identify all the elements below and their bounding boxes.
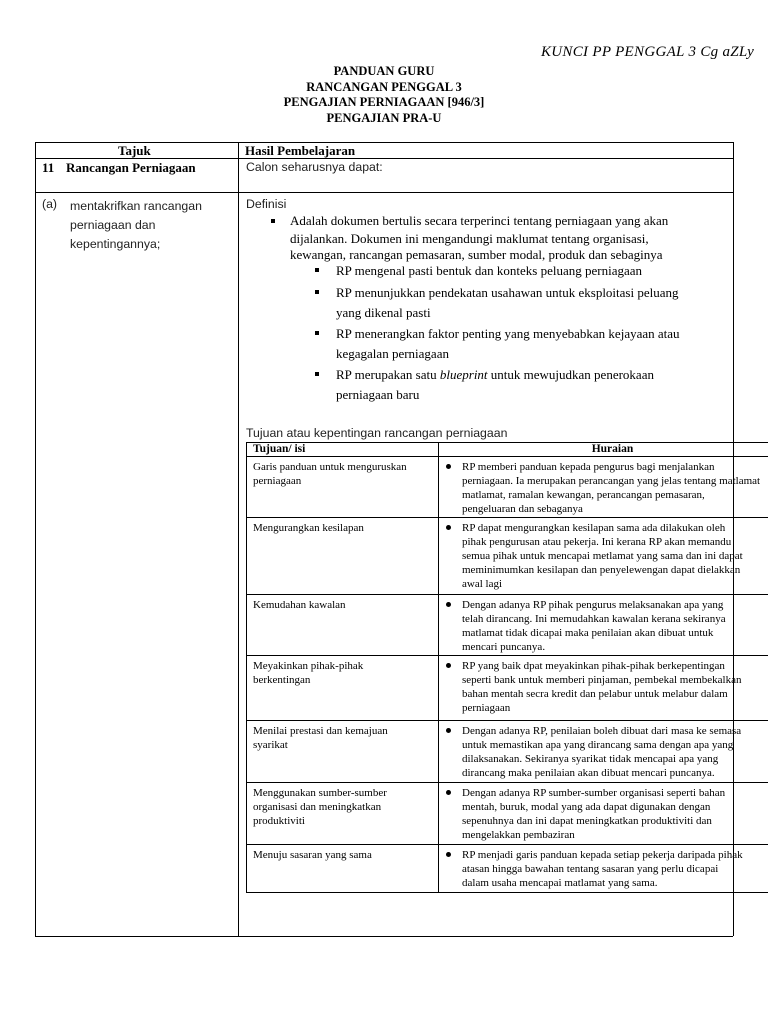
huraian-cell (439, 721, 768, 783)
huraian-cell (439, 457, 768, 518)
tujuan-line: Kemudahan kawalan (253, 599, 346, 611)
tujuan-cell (247, 457, 439, 518)
tujuan-table-header (247, 443, 768, 457)
sub-point-line: RP mengenal pasti bentuk dan konteks peluang perniagaan (336, 263, 643, 278)
tujuan-cell (247, 721, 439, 783)
column-header-hasil: Hasil Pembelajaran (245, 143, 356, 158)
huraian-line: dirancang maka penilaian akan dibuat mencari puncanya. (462, 767, 715, 779)
definisi-heading: Definisi (246, 197, 287, 211)
sub-point-line: RP menunjukkan pendekatan usahawan untuk eksploitasi peluang (336, 285, 679, 300)
table-column-divider (238, 142, 239, 936)
huraian-line: semua pihak untuk mencapai metlamat yang sama dan ini dapat (462, 550, 743, 562)
sub-point-line: yang dikenal pasti (336, 305, 431, 320)
definisi-paragraph (290, 212, 668, 230)
huraian-line: Dengan adanya RP pihak pengurus melaksanakan apa yang (462, 599, 724, 611)
huraian-line: sepenuhnya dan ini dapat meningkatkan produktiviti dan (462, 815, 712, 827)
tujuan-line: Menilai prestasi dan kemajuan (253, 725, 388, 737)
tujuan-line: produktiviti (253, 815, 305, 827)
square-bullet-icon (315, 290, 319, 294)
tujuan-line: perniagaan (253, 475, 302, 487)
tujuan-cell (247, 845, 439, 893)
item-text (70, 197, 202, 254)
tujuan-line: syarikat (253, 739, 288, 751)
tujuan-cell (247, 656, 439, 721)
sub-point-text: untuk mewujudkan penerokaan (487, 367, 654, 382)
huraian-line: pihak pengurusan atau pekerja. Ini kerana RP akan memandu (462, 536, 732, 548)
sub-point-line: RP menerangkan faktor penting yang menyebabkan kejayaan atau (336, 326, 680, 341)
title-line-4: PENGAJIAN PRA-U (326, 110, 442, 125)
huraian-line: Dengan adanya RP, penilaian boleh dibuat dari masa ke semasa (462, 725, 742, 737)
huraian-header: Huraian (439, 443, 768, 457)
tujuan-table (246, 442, 768, 893)
tujuan-cell (247, 518, 439, 595)
huraian-line: matlamat tidak dicapai maka penilaian akan dibuat untuk (462, 627, 714, 639)
table-row (247, 656, 768, 721)
topic-number: 11 (42, 160, 55, 175)
huraian-text (462, 598, 768, 654)
title-line-2: RANCANGAN PENGGAL 3 (306, 79, 462, 94)
topic-intro: Calon seharusnya dapat: (246, 160, 383, 174)
huraian-line: meminimumkan kesilapan dan penyelewengan dapat dielakkan (462, 564, 741, 576)
huraian-cell (439, 595, 768, 656)
table-row (247, 721, 768, 783)
square-bullet-icon (315, 372, 319, 376)
sub-point-2 (336, 283, 679, 323)
definisi-line: kewangan, rancangan pemasaran, sumber modal, produk dan sebaginya (290, 247, 663, 262)
huraian-line: dalam usaha mencapai matlamat yang sama. (462, 877, 658, 889)
title-line-1: PANDUAN GURU (333, 64, 435, 78)
table-row (247, 783, 768, 845)
huraian-cell (439, 845, 768, 893)
tujuan-line: Menuju sasaran yang sama (253, 849, 372, 861)
huraian-line: bahan mentah secra kredit dan pelabur untuk melabur dalam (462, 688, 728, 700)
huraian-line: pengeluaran dan sebaganya (462, 503, 583, 515)
huraian-line: RP dapat mengurangkan kesilapan sama ada dilakukan oleh (462, 522, 726, 534)
sub-point-text: RP merupakan satu (336, 367, 440, 382)
tujuan-cell (247, 783, 439, 845)
table-row (247, 845, 768, 893)
huraian-line: awal lagi (462, 578, 503, 590)
huraian-line: mengelakkan pembaziran (462, 829, 575, 841)
round-bullet-icon (446, 790, 451, 795)
sub-point-1 (336, 261, 642, 281)
huraian-text (462, 460, 768, 516)
huraian-line: seperti bank untuk memberi pinjaman, pembekal membekalkan (462, 674, 742, 686)
table-row-border (35, 192, 733, 193)
huraian-text (462, 786, 768, 842)
huraian-line: RP menjadi garis panduan kepada setiap pekerja daripada pihak (462, 849, 743, 861)
item-text-line: kepentingannya; (70, 237, 161, 251)
huraian-text (462, 521, 768, 591)
tujuan-line: Meyakinkan pihak-pihak (253, 660, 364, 672)
sub-point-line (336, 365, 654, 385)
huraian-line: mentah, buruk, modal yang ada dapat digunakan dengan (462, 801, 711, 813)
huraian-line: untuk memastikan apa yang dirancang sama dengan apa yang (462, 739, 734, 751)
tujuan-line: Garis panduan untuk menguruskan (253, 461, 407, 473)
tujuan-line: berkentingan (253, 674, 311, 686)
huraian-line: RP yang baik dpat meyakinkan pihak-pihak berkepentingan (462, 660, 725, 672)
square-bullet-icon (271, 219, 275, 223)
tujuan-header: Tujuan/ isi (247, 443, 439, 457)
round-bullet-icon (446, 663, 451, 668)
table-left-border (35, 142, 36, 936)
huraian-line: Dengan adanya RP sumber-sumber organisasi seperti bahan (462, 787, 726, 799)
square-bullet-icon (315, 268, 319, 272)
round-bullet-icon (446, 602, 451, 607)
sub-point-3 (336, 324, 680, 364)
table-bottom-border (35, 936, 733, 937)
definisi-paragraph-cont (290, 230, 649, 248)
handwritten-stamp: KUNCI PP PENGGAL 3 Cg aZLy (541, 44, 755, 60)
item-text-line: mentakrifkan rancangan (70, 199, 202, 213)
huraian-line: dilaksanakan. Sekiranya syarikat tidak mencapai apa yang (462, 753, 719, 765)
square-bullet-icon (315, 331, 319, 335)
column-header-tajuk: Tajuk (118, 143, 151, 158)
huraian-line: RP memberi panduan kepada pengurus bagi menjalankan (462, 461, 715, 473)
huraian-cell (439, 518, 768, 595)
tujuan-caption: Tujuan atau kepentingan rancangan perniagaan (246, 426, 508, 440)
huraian-line: telah dirancang. Ini memudahkan kawalan kerana sekiranya (462, 613, 726, 625)
definisi-line: Adalah dokumen bertulis secara terperinci tentang perniagaan yang akan (290, 213, 669, 228)
huraian-cell (439, 783, 768, 845)
huraian-line: mencari puncanya. (462, 641, 546, 653)
huraian-line: perniagaan. Ia merupakan perancangan yang jelas tentang matlamat (462, 475, 761, 487)
huraian-cell (439, 656, 768, 721)
document-titles (0, 64, 768, 126)
item-label: (a) (42, 197, 58, 211)
round-bullet-icon (446, 852, 451, 857)
round-bullet-icon (446, 728, 451, 733)
tujuan-line: Menggunakan sumber-sumber (253, 787, 387, 799)
tujuan-line: Mengurangkan kesilapan (253, 522, 364, 534)
table-row (247, 518, 768, 595)
table-row (247, 595, 768, 656)
round-bullet-icon (446, 464, 451, 469)
huraian-text (462, 848, 768, 890)
tujuan-line: organisasi dan meningkatkan (253, 801, 382, 813)
definisi-line: dijalankan. Dokumen ini mengandungi maklumat tentang organisasi, (290, 231, 649, 246)
huraian-text (462, 724, 768, 780)
title-line-3: PENGAJIAN PERNIAGAAN [946/3] (283, 95, 485, 109)
sub-point-line: kegagalan perniagaan (336, 346, 449, 361)
round-bullet-icon (446, 525, 451, 530)
sub-point-italic: blueprint (439, 367, 488, 382)
sub-point-line: perniagaan baru (336, 387, 420, 402)
tujuan-cell (247, 595, 439, 656)
topic-title: Rancangan Perniagaan (66, 160, 196, 175)
sub-point-4 (336, 365, 654, 405)
huraian-line: perniagaan (462, 702, 511, 714)
huraian-line: matlamat, ramalan kewangan, perancangan pemasaran, (462, 489, 705, 501)
huraian-text (462, 659, 768, 715)
item-text-line: perniagaan dan (70, 218, 156, 232)
table-row (247, 457, 768, 518)
huraian-line: atasan hingga bawahan tentang sasaran yang perlu dicapai (462, 863, 719, 875)
